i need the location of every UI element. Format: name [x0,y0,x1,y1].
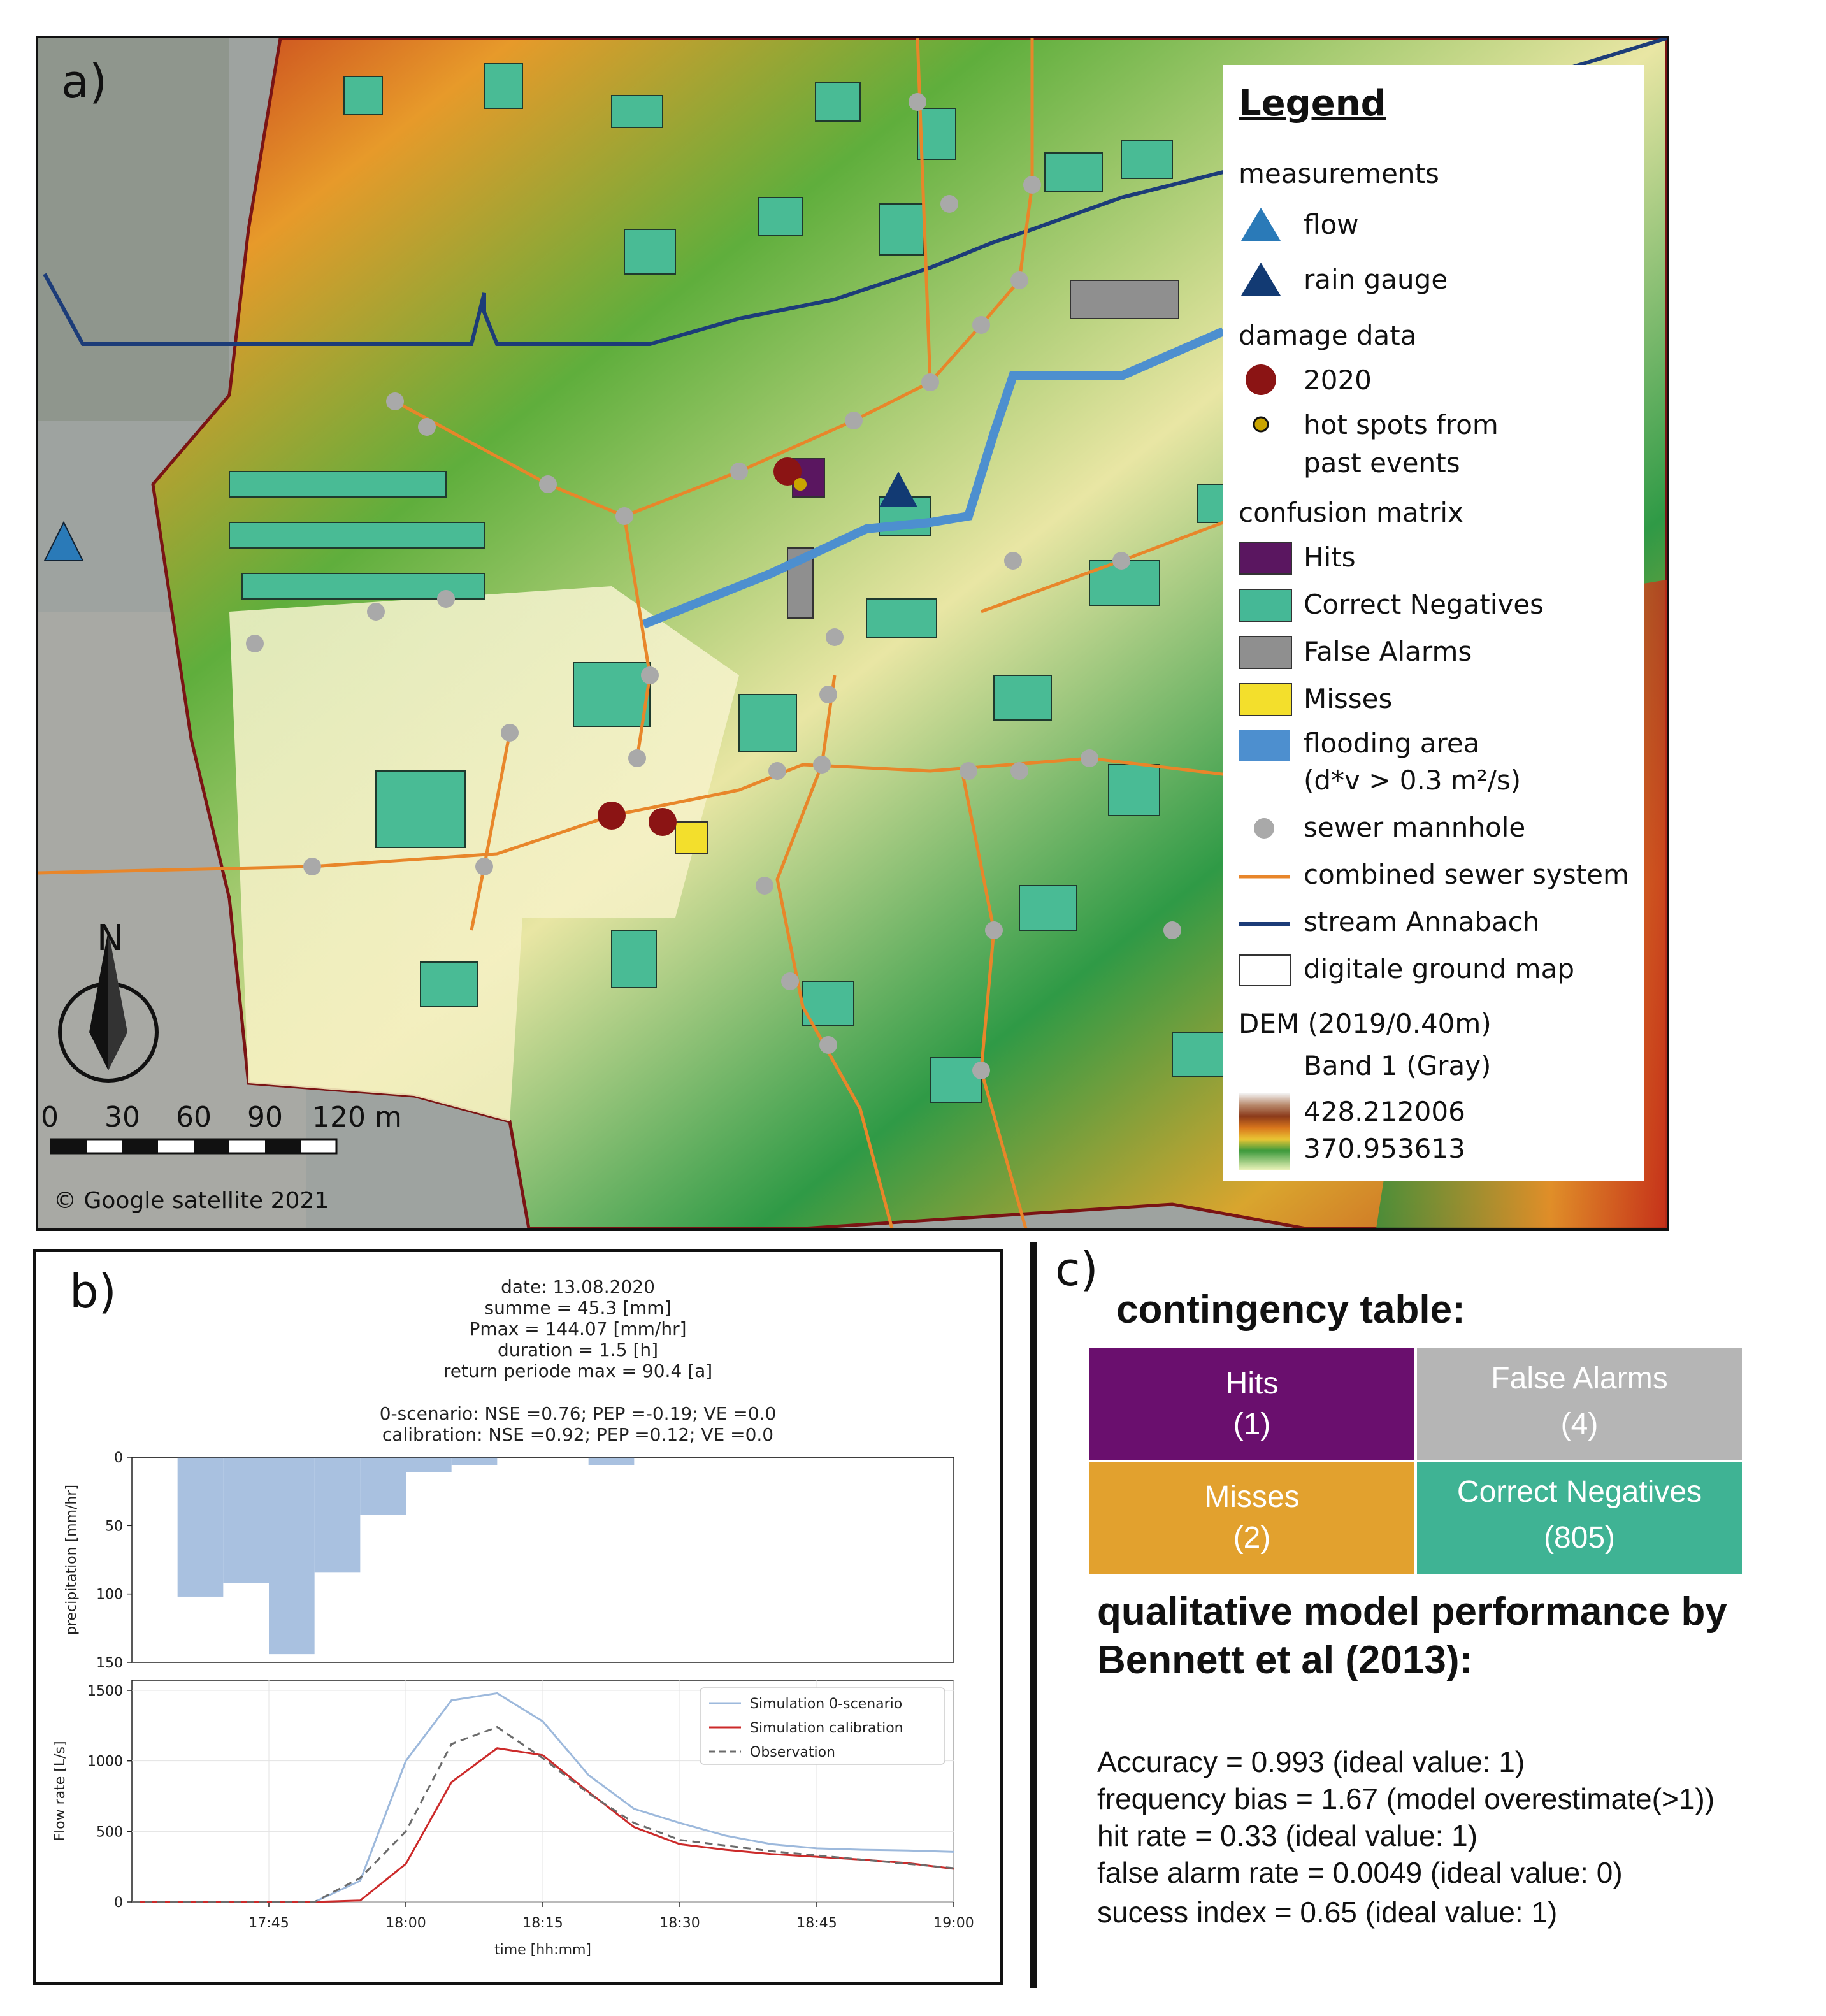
header-line: calibration: NSE =0.92; PEP =0.12; VE =0.0 [382,1424,774,1445]
legend-dem-2: Band 1 (Gray) [1304,1050,1492,1081]
legend-flooding-1: flooding area [1304,728,1480,759]
panel-b-letter: b) [69,1265,117,1318]
flow-xlabel: time [hh:mm] [494,1942,592,1958]
cell-false-alarms [1417,1348,1742,1460]
precip-bar [360,1457,406,1515]
legend-misses: Misses [1304,683,1393,714]
stream-legend-icon [1239,906,1290,942]
precip-ytick-label: 0 [114,1450,123,1466]
manhole-legend-icon [1239,810,1290,846]
flow-ytick-label: 500 [96,1824,123,1841]
legend-rain-gauge: rain gauge [1304,264,1448,295]
header-line: Pmax = 144.07 [mm/hr] [469,1318,687,1339]
flow-ytick-label: 0 [114,1895,123,1911]
legend-manhole: sewer mannhole [1304,812,1526,843]
misses-label: Misses [1204,1480,1300,1514]
flow-legend-label: Observation [750,1745,835,1760]
rain-gauge-legend-icon [1239,261,1283,297]
flow-xtick-label: 18:00 [385,1915,426,1931]
legend-dem-max: 428.212006 [1304,1096,1465,1127]
cell-hits [1089,1348,1414,1460]
flow-ylabel: Flow rate [L/s] [52,1741,68,1841]
miss-building [675,822,707,854]
performance-title-1: qualitative model performance by [1097,1590,1727,1634]
flow-legend-label: Simulation 0-scenario [750,1696,903,1712]
misses-swatch [1239,683,1292,716]
metric-frequency-bias: frequency bias = 1.67 (model overestimate(>1)) [1097,1782,1715,1815]
header-line: date: 13.08.2020 [501,1276,655,1297]
false-alarms-swatch [1239,636,1292,669]
panel-c-letter: c) [1055,1242,1098,1296]
hydrograph-chart [36,1252,1000,1982]
legend-sewer: combined sewer system [1304,859,1629,890]
legend-hits: Hits [1304,542,1356,573]
contingency-table-title: contingency table: [1116,1288,1465,1332]
map-legend [1223,65,1644,1181]
sewer-legend-icon [1239,859,1290,895]
legend-flooding-2: (d*v > 0.3 m²/s) [1304,765,1521,796]
dem-colorbar [1239,1093,1290,1170]
flow-ytick-label: 1000 [87,1753,123,1770]
damage-2020-point [598,802,626,830]
panel-a-letter: a) [61,55,108,108]
metric-success-index: sucess index = 0.65 (ideal value: 1) [1097,1896,1558,1929]
hits-value: (1) [1233,1408,1271,1441]
damage-2020-point [649,808,677,836]
false-alarms-label: False Alarms [1491,1362,1668,1395]
panel-divider [1030,1242,1037,1988]
legend-confusion-header: confusion matrix [1239,497,1463,528]
panel-a-map [36,36,1669,1231]
hits-swatch [1239,542,1292,575]
hits-label: Hits [1225,1367,1279,1400]
scale-label: 30 [104,1101,140,1134]
scale-bar [51,1139,336,1153]
correct-negatives-label: Correct Negatives [1456,1475,1702,1509]
header-line: 0-scenario: NSE =0.76; PEP =-0.19; VE =0.0 [379,1403,777,1424]
cell-correct-negatives [1417,1462,1742,1574]
flow-legend-icon [1239,206,1283,242]
flow-ytick-label: 1500 [87,1683,123,1699]
legend-hot-spots-1: hot spots from [1304,409,1499,440]
flow-xtick-label: 18:30 [659,1915,700,1931]
precip-bar [315,1457,361,1572]
damage-2020-legend-icon [1239,362,1283,398]
precip-ylabel: precipitation [mm/hr] [64,1484,80,1636]
metric-hit-rate: hit rate = 0.33 (ideal value: 1) [1097,1819,1478,1852]
legend-correct-negatives: Correct Negatives [1304,589,1544,620]
precip-ytick-label: 50 [105,1518,123,1535]
scale-label: 120 m [312,1101,402,1134]
hot-spot-legend-icon [1239,407,1283,442]
legend-flow: flow [1304,209,1359,240]
precip-bar [589,1457,635,1465]
contingency-table [1089,1348,1743,1574]
scale-label: 90 [247,1101,283,1134]
false-alarms-value: (4) [1560,1408,1599,1441]
legend-dem-1: DEM (2019/0.40m) [1239,1008,1492,1039]
legend-damage-2020: 2020 [1304,364,1372,396]
scale-label: 60 [176,1101,212,1134]
flow-legend-label: Simulation calibration [750,1720,903,1736]
legend-hot-spots-2: past events [1304,447,1460,479]
ground-map-swatch [1239,954,1291,986]
north-label: N [97,918,124,959]
correct-negatives-value: (805) [1543,1521,1616,1555]
precip-bar [178,1457,224,1597]
misses-value: (2) [1233,1521,1271,1555]
legend-title: Legend [1239,83,1386,124]
false-alarm-building [1070,280,1179,319]
panel-b-chart [33,1249,1003,1985]
precip-bar [223,1457,269,1583]
flow-xtick-label: 18:15 [522,1915,563,1931]
scale-label: 0 [41,1101,59,1134]
performance-title-2: Bennett et al (2013): [1097,1638,1473,1682]
legend-measurements-header: measurements [1239,158,1439,189]
legend-false-alarms: False Alarms [1304,636,1472,667]
precip-ytick-label: 150 [96,1655,123,1671]
metric-false-alarm-rate: false alarm rate = 0.0049 (ideal value: 0) [1097,1856,1623,1889]
metric-accuracy: Accuracy = 0.993 (ideal value: 1) [1097,1745,1525,1778]
cell-misses [1089,1462,1414,1574]
flooding-swatch [1239,730,1290,761]
flow-xtick-label: 19:00 [933,1915,974,1931]
precip-bar [269,1457,315,1654]
precip-ytick-label: 100 [96,1587,123,1603]
header-line: summe = 45.3 [mm] [484,1297,672,1318]
map-credit: © Google satellite 2021 [54,1188,329,1214]
header-line: return periode max = 90.4 [a] [443,1360,713,1381]
flow-xtick-label: 17:45 [248,1915,289,1931]
correct-negatives-swatch [1239,589,1292,622]
legend-ground-map: digitale ground map [1304,953,1574,984]
flow-xtick-label: 18:45 [796,1915,837,1931]
hot-spot-point [794,478,807,491]
legend-dem-min: 370.953613 [1304,1133,1465,1164]
precip-bar [406,1457,452,1472]
header-line: duration = 1.5 [h] [497,1339,659,1360]
legend-damage-header: damage data [1239,320,1417,351]
precip-bar [452,1457,498,1465]
legend-stream: stream Annabach [1304,906,1540,937]
